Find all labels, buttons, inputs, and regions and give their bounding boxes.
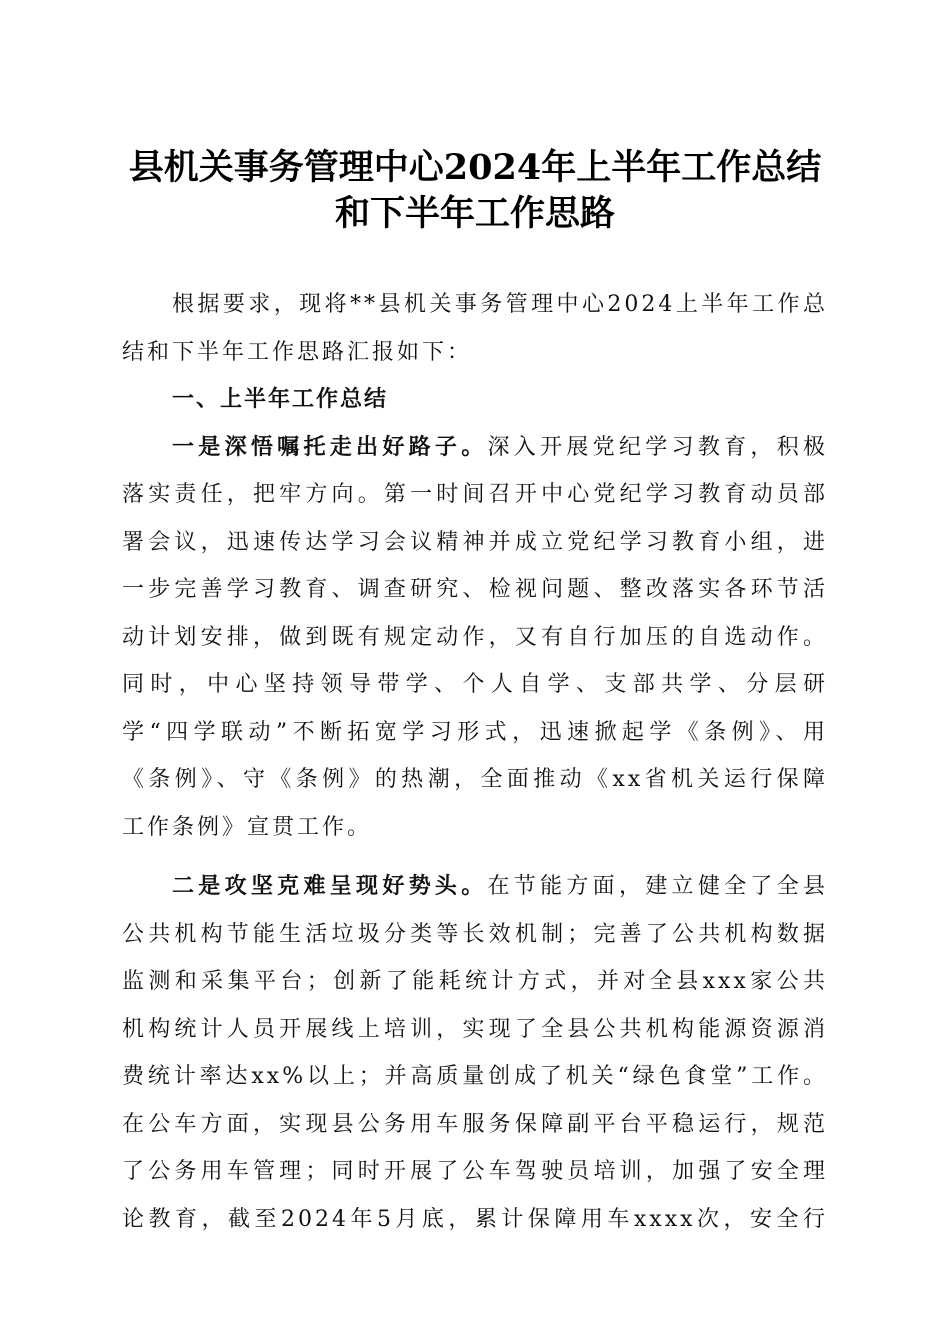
document-body	[122, 281, 828, 1243]
paragraph-line: 学“四学联动”不断拓宽学习形式，迅速掀起学《条例》、用	[122, 719, 828, 745]
paragraph-line: 论教育，截至2024年5月底，累计保障用车xxxx次，安全行	[122, 1206, 828, 1232]
paragraph-line: 落实责任，把牢方向。第一时间召开中心党纪学习教育动员部	[122, 482, 828, 507]
paragraph-line: 署会议，迅速传达学习会议精神并成立党纪学习教育小组，进	[122, 529, 828, 555]
paragraph-line: 机构统计人员开展线上培训，实现了全县公共机构能源资源消	[122, 1016, 828, 1042]
section-heading: 一、上半年工作总结	[172, 387, 389, 412]
paragraph-lead: 一是深悟嘱托走出好路子。	[172, 433, 488, 460]
paragraph-line: 动计划安排，做到既有规定动作，又有自行加压的自选动作。	[122, 624, 828, 650]
document-title-line-1: 县机关事务管理中心2024年上半年工作总结	[128, 147, 822, 188]
paragraph-line: 一步完善学习教育、调查研究、检视问题、整改落实各环节活	[122, 577, 828, 602]
paragraph-gap	[122, 851, 828, 863]
paragraph-line: 监测和采集平台；创新了能耗统计方式，并对全县xxx家公共	[122, 969, 828, 994]
paragraph-line: 费统计率达xx%以上；并高质量创成了机关“绿色食堂”工作。	[122, 1064, 828, 1089]
paragraph-text: 深入开展党纪学习教育，积极	[487, 434, 828, 460]
paragraph-line: 了公务用车管理；同时开展了公车驾驶员培训，加强了安全理	[122, 1159, 828, 1184]
paragraph-lead: 二是攻坚克难呈现好势头。	[172, 873, 488, 899]
paragraph-line: 在公车方面，实现县公务用车服务保障副平台平稳运行，规范	[122, 1111, 828, 1137]
paragraph-text: 在节能方面，建立健全了全县	[487, 874, 828, 899]
paragraph-line	[122, 863, 828, 911]
paragraph-line: 《条例》、守《条例》的热潮，全面推动《xx省机关运行保障	[122, 767, 828, 792]
paragraph-line	[122, 424, 828, 472]
intro-line: 根据要求，现将**县机关事务管理中心2024上半年工作总	[172, 292, 828, 317]
paragraph-line: 工作条例》宣贯工作。	[122, 814, 373, 840]
intro-line: 结和下半年工作思路汇报如下：	[122, 339, 473, 365]
paragraph-line: 公共机构节能生活垃圾分类等长效机制；完善了公共机构数据	[122, 921, 828, 947]
paragraph-line: 同时，中心坚持领导带学、个人自学、支部共学、分层研	[122, 672, 828, 697]
document-title-line-2: 和下半年工作思路	[334, 193, 615, 234]
